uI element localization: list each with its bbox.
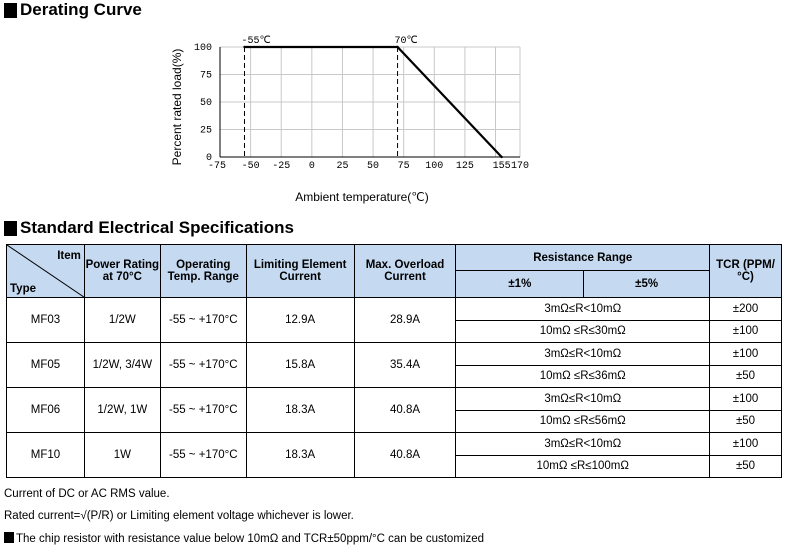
x-tick-label: -50 xyxy=(241,161,260,172)
spec-table-body xyxy=(7,298,782,478)
derating-title-text: Derating Curve xyxy=(20,0,142,19)
chart-grid xyxy=(220,46,520,158)
y-tick-label: 100 xyxy=(193,43,212,54)
note-3-text: The chip resistor with resistance value below 10mΩ and TCR±50ppm/°C can be customized xyxy=(16,533,485,545)
note-2-rest: (P/R) or Limiting element voltage whichever is lower. xyxy=(86,510,354,522)
cell-resistance-range: 10mΩ ≤R≤56mΩ xyxy=(456,410,710,433)
cell-resistance-range: 10mΩ ≤R≤100mΩ xyxy=(456,455,710,478)
cell-type: MF05 xyxy=(7,343,85,388)
y-tick-label: 25 xyxy=(199,125,212,137)
cell-overload: 28.9A xyxy=(354,298,456,343)
x-tick-label: 25 xyxy=(336,161,349,172)
spec-table xyxy=(6,244,782,478)
table-row xyxy=(7,298,782,321)
y-axis-label: Percent rated load(%) xyxy=(170,48,184,166)
cell-tcr: ±50 xyxy=(710,410,782,433)
cell-power: 1/2W xyxy=(84,298,160,343)
header-tcr: TCR (PPM/°C) xyxy=(710,245,782,298)
derating-section-title xyxy=(4,0,142,20)
note-3 xyxy=(4,532,484,545)
x-axis-label: Ambient temperature(℃) xyxy=(295,190,429,204)
chart-annotations xyxy=(241,36,417,47)
note-2-prefix: Rated current= xyxy=(4,510,81,522)
header-power: Power Rating at 70°C xyxy=(84,245,160,298)
x-tick-labels xyxy=(208,161,529,172)
cell-tcr: ±50 xyxy=(710,365,782,388)
cell-tcr: ±100 xyxy=(710,320,782,343)
x-tick-label: -75 xyxy=(207,161,227,172)
cell-overload: 35.4A xyxy=(354,343,456,388)
note-1: Current of DC or AC RMS value. xyxy=(4,488,170,500)
cell-temp: -55 ~ +170°C xyxy=(160,298,246,343)
cell-resistance-range: 10mΩ ≤R≤30mΩ xyxy=(456,320,710,343)
temperature-annotation: 70℃ xyxy=(394,36,418,47)
x-tick-label: 0 xyxy=(308,161,315,172)
x-tick-label: 155 xyxy=(492,161,511,172)
cell-overload: 40.8A xyxy=(354,433,456,478)
cell-tcr: ±100 xyxy=(710,343,782,366)
x-tick-label: -25 xyxy=(272,161,291,172)
y-tick-label: 75 xyxy=(199,70,212,82)
header-item: Item xyxy=(57,250,81,262)
table-row xyxy=(7,388,782,411)
cell-temp: -55 ~ +170°C xyxy=(160,388,246,433)
cell-limiting: 15.8A xyxy=(246,343,354,388)
cell-tcr: ±100 xyxy=(710,388,782,411)
y-tick-label: 0 xyxy=(205,153,212,164)
spec-section-title xyxy=(4,218,294,238)
cell-limiting: 18.3A xyxy=(246,433,354,478)
temperature-annotation: -55℃ xyxy=(241,36,271,47)
spec-title-text: Standard Electrical Specifications xyxy=(20,218,294,237)
cell-type: MF06 xyxy=(7,388,85,433)
x-tick-label: 75 xyxy=(397,161,410,172)
header-res1: ±1% xyxy=(456,271,584,298)
cell-power: 1/2W, 3/4W xyxy=(84,343,160,388)
header-type: Type xyxy=(10,283,36,295)
header-item-type xyxy=(7,245,85,298)
cell-resistance-range: 3mΩ≤R<10mΩ xyxy=(456,343,710,366)
cell-tcr: ±50 xyxy=(710,455,782,478)
cell-power: 1/2W, 1W xyxy=(84,388,160,433)
cell-limiting: 12.9A xyxy=(246,298,354,343)
header-res5: ±5% xyxy=(584,271,710,298)
header-overload: Max. Overload Current xyxy=(354,245,456,298)
x-tick-label: 125 xyxy=(455,161,474,172)
header-temp: Operating Temp. Range xyxy=(160,245,246,298)
cell-power: 1W xyxy=(84,433,160,478)
cell-tcr: ±100 xyxy=(710,433,782,456)
bullet-square-icon xyxy=(4,221,17,236)
sqrt-symbol: √ xyxy=(80,510,87,522)
x-tick-label: 50 xyxy=(367,161,380,172)
cell-tcr: ±200 xyxy=(710,298,782,321)
bullet-square-icon xyxy=(4,3,17,18)
y-tick-labels xyxy=(194,43,212,164)
header-limiting: Limiting Element Current xyxy=(246,245,354,298)
y-tick-label: 50 xyxy=(199,98,212,109)
cell-temp: -55 ~ +170°C xyxy=(160,433,246,478)
cell-resistance-range: 3mΩ≤R<10mΩ xyxy=(456,388,710,411)
table-row xyxy=(7,433,782,456)
cell-limiting: 18.3A xyxy=(246,388,354,433)
cell-type: MF10 xyxy=(7,433,85,478)
cell-resistance-range: 3mΩ≤R<10mΩ xyxy=(456,298,710,321)
derating-chart xyxy=(0,30,560,210)
note-2 xyxy=(4,510,354,522)
data-point xyxy=(500,156,502,158)
x-tick-label: 170 xyxy=(510,161,530,172)
bullet-square-icon xyxy=(4,532,14,543)
table-row xyxy=(7,343,782,366)
cell-overload: 40.8A xyxy=(354,388,456,433)
cell-temp: -55 ~ +170°C xyxy=(160,343,246,388)
cell-resistance-range: 10mΩ ≤R≤36mΩ xyxy=(456,365,710,388)
header-resistance: Resistance Range xyxy=(456,245,710,271)
cell-type: MF03 xyxy=(7,298,85,343)
x-tick-label: 100 xyxy=(425,161,444,172)
cell-resistance-range: 3mΩ≤R<10mΩ xyxy=(456,433,710,456)
